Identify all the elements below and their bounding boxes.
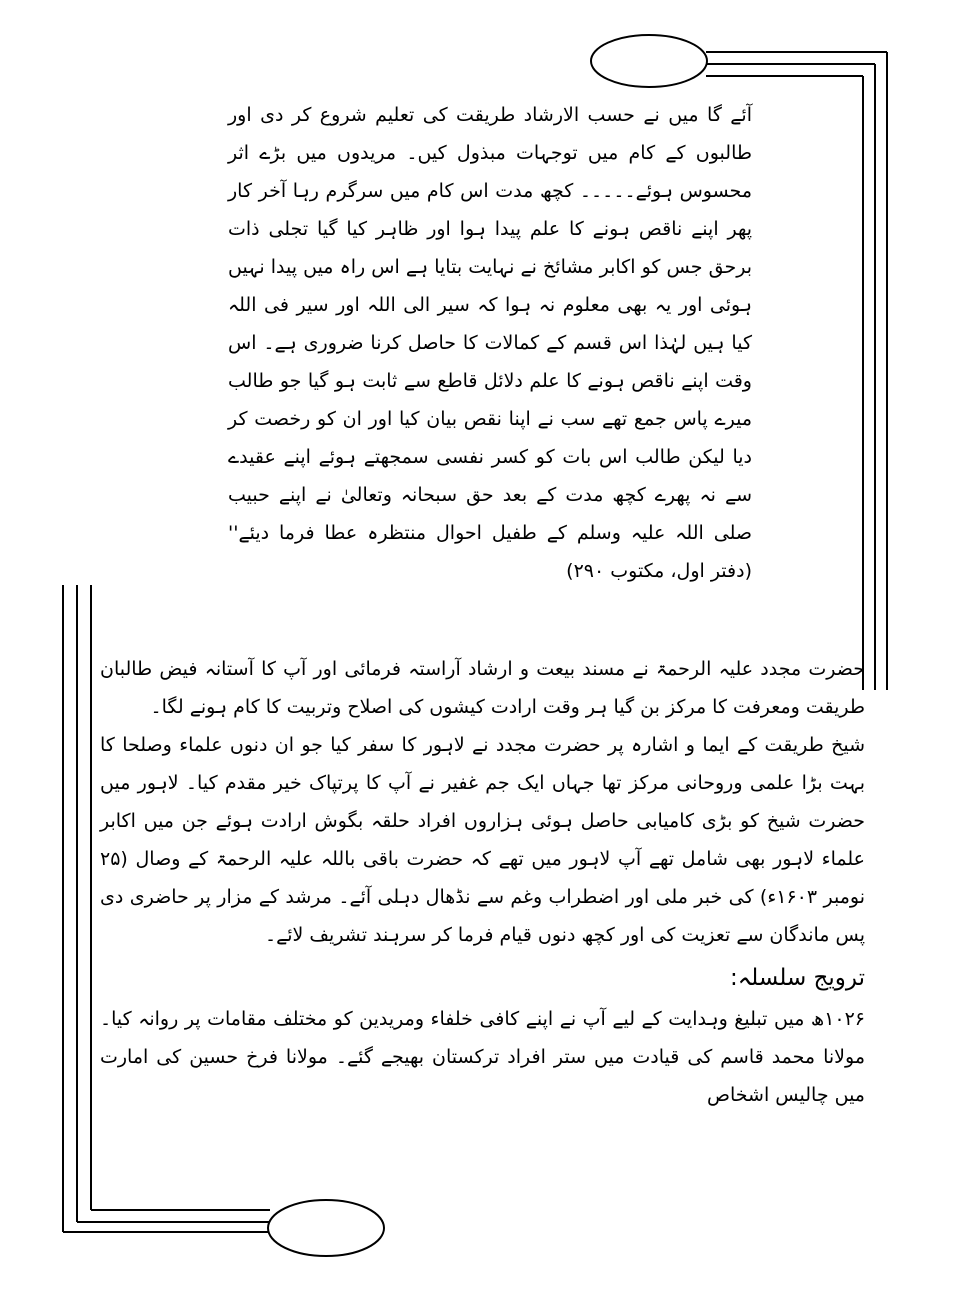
paragraph-tarweej: ۱۰۲۶ھ میں تبلیغ وہدایت کے لیے آپ نے اپنے کافی خلفاء ومریدین کو مختلف مقامات پر روانہ کیا۔ مولانا محمد قاسم کی قیادت میں ستر افراد ترکستان بھیجے گئے۔ مولانا فرخ حسین کی امارت میں چالیس اشخاص	[100, 1008, 865, 1106]
paragraph-lahore-journey: شیخ طریقت کے ایما و اشارہ پر حضرت مجدد نے لاہور کا سفر کیا جو ان دنوں علماء وصلحا کا بہت بڑا علمی وروحانی مرکز تھا جہاں ایک جم غفیر نے آپ کا پرتپاک خیر مقدم کیا۔ لاہور میں حضرت شیخ کو بڑی کامیابی حاصل ہوئی ہزاروں افراد حلقہ بگوش ارادت ہوئے جن میں اکابر علماء لاہور بھی شامل تھے آپ لاہور میں تھے کہ حضرت باقی باللہ علیہ الرحمۃ کے وصال (۲۵ نومبر ۱۶۰۳ء) کی خبر ملی اور اضطراب وغم سے نڈھال دہلی آئے۔ مرشد کے مزار پر حاضری دی پس ماندگان سے تعزیت کی اور کچھ دنوں قیام فرما کر سرہند تشریف لائے۔	[100, 734, 865, 946]
top-oval-ornament	[591, 35, 707, 87]
quoted-passage	[228, 96, 752, 590]
main-body	[100, 650, 865, 1114]
bottom-oval-ornament	[268, 1200, 384, 1256]
quoted-passage-text: آئے گا میں نے حسب الارشاد طریقت کی تعلیم شروع کر دی اور طالبوں کے کام میں توجہات مبذول کیں۔ مریدوں میں بڑے اثر محسوس ہوئے۔۔۔۔۔ کچھ مدت اس کام میں سرگرم رہا آخر کار پھر اپنے ناقص ہونے کا علم پیدا ہوا اور ظاہر کیا گیا تجلی ذات برحق جس کو اکابر مشائخ نے نہایت بتایا ہے اس راہ میں پیدا نہیں ہوئی اور یہ بھی معلوم نہ ہوا کہ سیر الی اللہ اور سیر فی اللہ کیا ہیں لہٰذا اس قسم کے کمالات کا حاصل کرنا ضروری ہے۔ اس وقت اپنے ناقص ہونے کا علم دلائل قاطع سے ثابت ہو گیا جو طالب میرے پاس جمع تھے سب نے اپنا نقص بیان کیا اور ان کو رخصت کر دیا لیکن طالب اس بات کو کسر نفسی سمجھتے ہوئے اپنے عقیدے سے نہ پھرے کچھ مدت کے بعد حق سبحانہ وتعالیٰ نے اپنے حبیب صلی اللہ علیہ وسلم کے طفیل احوال منتظرہ عطا فرما دیئے'' (دفتر اول، مکتوب ۲۹۰)	[228, 104, 752, 582]
section-heading-tarweej-silsila: ترویج سلسلہ:	[729, 965, 865, 991]
paragraph-mujaddid-bayat: حضرت مجدد علیہ الرحمۃ نے مسند بیعت و ارشاد آراستہ فرمائی اور آپ کا آستانہ فیض طالبان طریقت ومعرفت کا مرکز بن گیا ہر وقت ارادت کیشوں کی اصلاح وتربیت کا کام ہونے لگا۔	[100, 658, 865, 718]
